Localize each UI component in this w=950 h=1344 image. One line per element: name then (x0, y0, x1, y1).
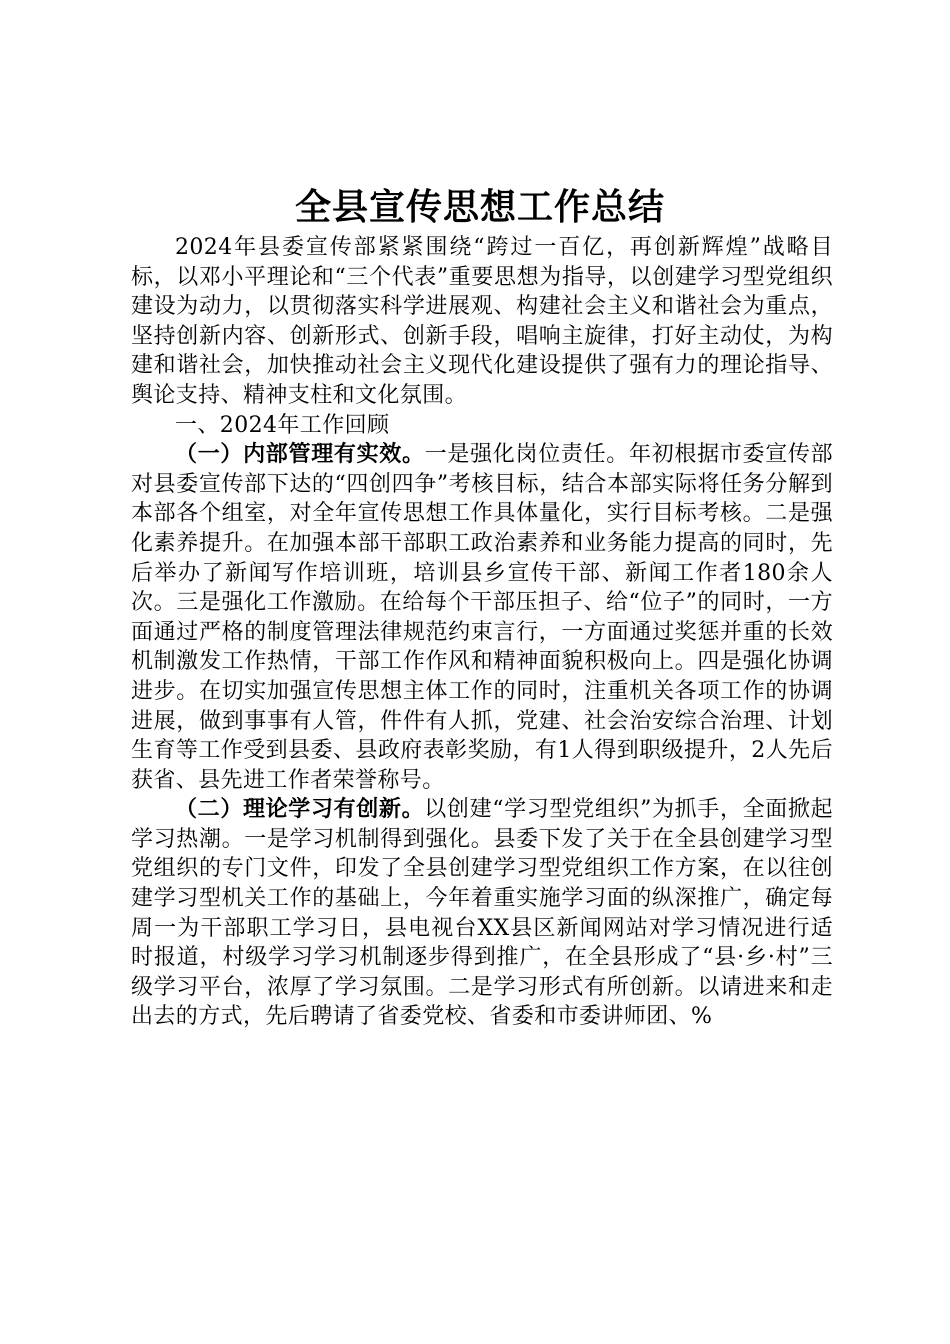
document-body (131, 233, 833, 1032)
document-title: 全县宣传思想工作总结 (294, 187, 665, 228)
intro-paragraph: 2024年县委宣传部紧紧围绕“跨过一百亿，再创新辉煌”战略目标，以邓小平理论和“三个代表”重要思想为指导，以创建学习型党组织建设为动力，以贯彻落实科学进展观、构建社会主义和谐社会为重点，坚持创新内容、创新形式、创新手段，唱响主旋律，打好主动仗，为构建和谐社会，加快推动社会主义现代化建设提供了强有力的理论指导、舆论支持、精神支柱和文化氛围。 (131, 235, 833, 408)
subsection-1-heading: （一）内部管理有实效。 (175, 441, 425, 468)
subsection-2-heading: （二）理论学习有创新。 (175, 796, 425, 823)
subsection-1-paragraph (131, 440, 833, 795)
subsection-2-text: 以创建“学习型党组织”为抓手，全面掀起学习热潮。一是学习机制得到强化。县委下发了关于在全县创建学习型党组织的专门文件，印发了全县创建学习型党组织工作方案，在以往创建学习型机关工作的基础上，今年着重实施学习面的纵深推广，确定每周一为干部职工学习日，县电视台XX县区新闻网站对学习情况进行适时报道，村级学习学习机制逐步得到推广，在全县形成了“县·乡·村”三级学习平台，浓厚了学习氛围。二是学习形式有所创新。以请进来和走出去的方式，先后聘请了省委党校、省委和市委讲师团、% (131, 797, 833, 1030)
section-heading: 一、2024年工作回顾 (175, 412, 390, 438)
subsection-2-paragraph (131, 795, 833, 1032)
subsection-1-text: 一是强化岗位责任。年初根据市委宣传部对县委宣传部下达的“四创四争”考核目标，结合本部实际将任务分解到本部各个组室，对全年宣传思想工作具体量化，实行目标考核。二是强化素养提升。在加强本部干部职工政治素养和业务能力提高的同时，先后举办了新闻写作培训班，培训县乡宣传干部、新闻工作者180余人次。三是强化工作激励。在给每个干部压担子、给“位子”的同时，一方面通过严格的制度管理法律规范约束言行，一方面通过奖惩并重的长效机制激发工作热情，干部工作作风和精神面貌积极向上。四是强化协调进步。在切实加强宣传思想主体工作的同时，注重机关各项工作的协调进展，做到事事有人管，件件有人抓，党建、社会治安综合治理、计划生育等工作受到县委、县政府表彰奖励，有1人得到职级提升，2人先后获省、县先进工作者荣誉称号。 (131, 442, 833, 793)
